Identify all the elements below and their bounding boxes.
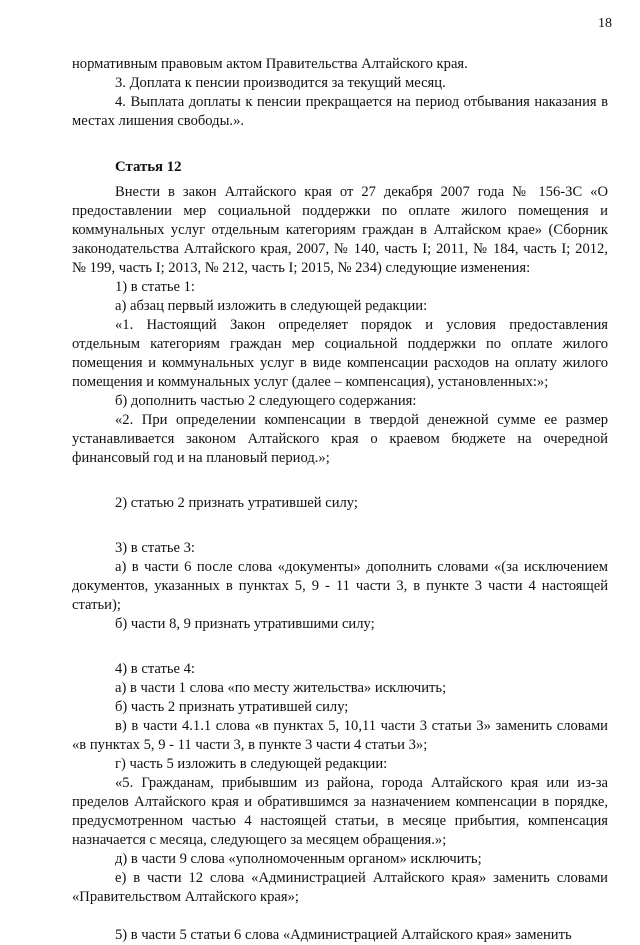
item-3-title: 3) в статье 3: bbox=[115, 540, 195, 556]
item-4-e: д) в части 9 слова «уполномоченным органом» исключить; bbox=[115, 851, 482, 867]
article-intro: Внести в закон Алтайского края от 27 декабря 2007 года № 156-ЗС «О предоставлении мер социальной поддержки по оплате жилого помещения и коммунальных услуг отдельным категориям граждан в Алтайском крае» (Сборник законодательства Алтайского края, 2007, № 140, часть I; 2011, № 184, часть I; 2012, № 199, часть I; 2013, № 212, часть I; 2015, № 234) следующие изменения: bbox=[72, 184, 608, 276]
item-4-c: в) в части 4.1.1 слова «в пунктах 5, 10,11 части 3 статьи 3» заменить словами «в пунктах 5, 9 - 11 части 3, в пункте 3 части 4 статьи 3»; bbox=[72, 718, 608, 753]
paragraph-point-3: 3. Доплата к пенсии производится за текущий месяц. bbox=[115, 75, 446, 91]
item-4-title: 4) в статье 4: bbox=[115, 661, 195, 677]
item-2: 2) статью 2 признать утратившей силу; bbox=[115, 495, 358, 511]
page-number: 18 bbox=[598, 16, 612, 31]
item-5: 5) в части 5 статьи 6 слова «Администрацией Алтайского края» заменить bbox=[115, 927, 572, 943]
item-3-b: б) части 8, 9 признать утратившими силу; bbox=[115, 616, 375, 632]
paragraph-continuation: нормативным правовым актом Правительства Алтайского края. bbox=[72, 56, 468, 72]
item-1-title: 1) в статье 1: bbox=[115, 279, 195, 295]
item-1-b: б) дополнить частью 2 следующего содержания: bbox=[115, 393, 417, 409]
item-4-d: г) часть 5 изложить в следующей редакции: bbox=[115, 756, 388, 772]
item-1-a: а) абзац первый изложить в следующей редакции: bbox=[115, 298, 428, 314]
item-4-b: б) часть 2 признать утратившей силу; bbox=[115, 699, 349, 715]
item-3-a: а) в части 6 после слова «документы» дополнить словами «(за исключением документов, указанных в пунктах 5, 9 - 11 части 3, в пункте 3 части 4 настоящей статьи); bbox=[72, 559, 608, 613]
item-4-d-text: «5. Гражданам, прибывшим из района, города Алтайского края или из-за пределов Алтайского края и обратившимся за назначением компенсации в порядке, предусмотренном частью 4 настоящей статьи, в месяце прибытия, компенсация назначается с месяца, следующего за месяцем обращения.»; bbox=[72, 775, 608, 848]
item-4-f: е) в части 12 слова «Администрацией Алтайского края» заменить словами «Правительством Алтайского края»; bbox=[72, 870, 608, 905]
document-body bbox=[72, 55, 608, 945]
paragraph-point-4: 4. Выплата доплаты к пенсии прекращается на период отбывания наказания в местах лишения свободы.». bbox=[72, 94, 608, 129]
item-1-b-text: «2. При определении компенсации в твердой денежной сумме ее размер устанавливается законом Алтайского края о краевом бюджете на очередной финансовый год и на плановый период.»; bbox=[72, 412, 608, 466]
item-4-a: а) в части 1 слова «по месту жительства» исключить; bbox=[115, 680, 447, 696]
item-1-a-text: «1. Настоящий Закон определяет порядок и условия предоставления отдельным категориям граждан мер социальной поддержки по оплате жилого помещения и коммунальных услуг в виде компенсации расходов на оплату жилого помещения и коммунальных услуг (далее – компенсация), установленных:»; bbox=[72, 317, 608, 390]
article-heading: Статья 12 bbox=[115, 159, 182, 175]
